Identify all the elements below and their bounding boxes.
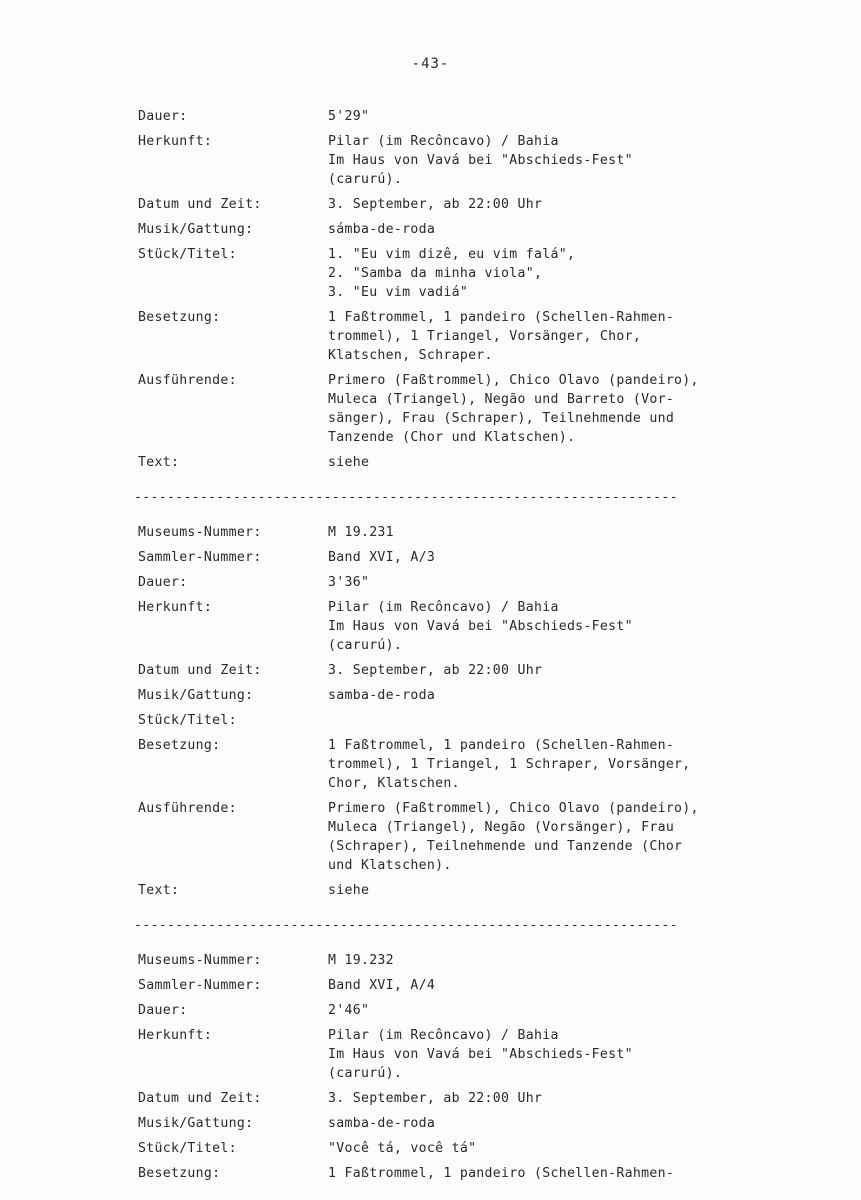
field-value-line: samba-de-roda — [328, 688, 436, 703]
field-label: Museums-Nummer: — [138, 525, 262, 540]
field-row — [138, 523, 828, 542]
field-value-line: trommel), 1 Triangel, Vorsänger, Chor, — [328, 329, 642, 344]
field-row — [138, 976, 828, 995]
field-value-line: Klatschen, Schraper. — [328, 348, 493, 363]
field-row — [138, 308, 828, 365]
field-value — [328, 1164, 828, 1183]
field-value — [328, 245, 828, 302]
field-row — [138, 1026, 828, 1083]
field-value-line: Pilar (im Recôncavo) / Bahia — [328, 1028, 559, 1043]
field-value — [328, 371, 828, 447]
field-value — [328, 799, 828, 875]
field-value-line: 2. "Samba da minha viola", — [328, 266, 543, 281]
field-row — [138, 686, 828, 705]
field-row — [138, 881, 828, 900]
field-value-line: siehe — [328, 883, 370, 898]
field-value-line: 3'36" — [328, 575, 370, 590]
field-label: Museums-Nummer: — [138, 953, 262, 968]
entry-separator: ------------------------------------------------------------------ — [134, 490, 678, 505]
field-label: Herkunft: — [138, 1028, 213, 1043]
field-value — [328, 686, 828, 705]
field-label: Ausführende: — [138, 373, 237, 388]
field-label: Stück/Titel: — [138, 1141, 237, 1156]
field-row — [138, 132, 828, 189]
field-value-line: 3. September, ab 22:00 Uhr — [328, 1091, 543, 1106]
field-row — [138, 107, 828, 126]
field-row — [138, 548, 828, 567]
field-label: Besetzung: — [138, 310, 221, 325]
field-value — [328, 951, 828, 970]
catalog-entry — [138, 951, 828, 1183]
catalog-entry — [138, 523, 828, 900]
field-value-line — [328, 711, 828, 730]
field-value-line: Band XVI, A/4 — [328, 978, 436, 993]
field-value-line: trommel), 1 Triangel, 1 Schraper, Vorsänger, — [328, 757, 691, 772]
field-value-line: Im Haus von Vavá bei "Abschieds-Fest" — [328, 1047, 633, 1062]
field-label: Stück/Titel: — [138, 247, 237, 262]
field-value — [328, 220, 828, 239]
field-value-line: Pilar (im Recôncavo) / Bahia — [328, 134, 559, 149]
field-value — [328, 1001, 828, 1020]
field-value-line: Muleca (Triangel), Negão und Barreto (Vor- — [328, 392, 675, 407]
field-label: Text: — [138, 883, 180, 898]
field-value — [328, 976, 828, 995]
field-value-line: Primero (Faßtrommel), Chico Olavo (pandeiro), — [328, 373, 699, 388]
field-label: Dauer: — [138, 1003, 188, 1018]
field-value — [328, 711, 828, 730]
field-label: Herkunft: — [138, 134, 213, 149]
field-value — [328, 523, 828, 542]
field-row — [138, 598, 828, 655]
field-label: Stück/Titel: — [138, 713, 237, 728]
field-row — [138, 1001, 828, 1020]
field-value — [328, 453, 828, 472]
field-row — [138, 661, 828, 680]
field-value-line: 1. "Eu vim dizê, eu vim falá", — [328, 247, 576, 262]
field-value — [328, 107, 828, 126]
field-value — [328, 1139, 828, 1158]
field-label: Musik/Gattung: — [138, 222, 254, 237]
field-label: Musik/Gattung: — [138, 688, 254, 703]
field-label: Dauer: — [138, 575, 188, 590]
field-value-line: (carurú). — [328, 1066, 403, 1081]
field-value-line: sámba-de-roda — [328, 222, 436, 237]
field-row — [138, 245, 828, 302]
field-value-line: Im Haus von Vavá bei "Abschieds-Fest" — [328, 153, 633, 168]
field-value-line: sänger), Frau (Schraper), Teilnehmende und — [328, 411, 675, 426]
field-value-line: 1 Faßtrommel, 1 pandeiro (Schellen-Rahmen- — [328, 310, 675, 325]
field-value-line: und Klatschen). — [328, 858, 452, 873]
field-row — [138, 1139, 828, 1158]
field-value-line: M 19.232 — [328, 953, 394, 968]
field-row — [138, 371, 828, 447]
field-label: Musik/Gattung: — [138, 1116, 254, 1131]
field-label: Ausführende: — [138, 801, 237, 816]
field-row — [138, 573, 828, 592]
field-row — [138, 711, 828, 730]
field-label: Herkunft: — [138, 600, 213, 615]
field-value — [328, 661, 828, 680]
field-value — [328, 881, 828, 900]
field-value-line: siehe — [328, 455, 370, 470]
field-value — [328, 598, 828, 655]
field-value — [328, 308, 828, 365]
field-row — [138, 1164, 828, 1183]
field-label: Sammler-Nummer: — [138, 550, 262, 565]
field-value-line: Chor, Klatschen. — [328, 776, 460, 791]
field-value-line: 2'46" — [328, 1003, 370, 1018]
field-row — [138, 195, 828, 214]
field-value — [328, 736, 828, 793]
field-label: Besetzung: — [138, 738, 221, 753]
field-label: Datum und Zeit: — [138, 197, 262, 212]
field-value — [328, 1114, 828, 1133]
field-row — [138, 1089, 828, 1108]
field-value-line: (carurú). — [328, 638, 403, 653]
field-value-line: (Schraper), Teilnehmende und Tanzende (Chor — [328, 839, 683, 854]
field-row — [138, 736, 828, 793]
field-value — [328, 1089, 828, 1108]
field-value — [328, 548, 828, 567]
field-value — [328, 132, 828, 189]
field-value-line: 3. "Eu vim vadiá" — [328, 285, 469, 300]
catalog-entry — [138, 107, 828, 472]
field-value-line: 5'29" — [328, 109, 370, 124]
field-value-line: Im Haus von Vavá bei "Abschieds-Fest" — [328, 619, 633, 634]
field-label: Besetzung: — [138, 1166, 221, 1181]
page-number: -43- — [411, 56, 450, 72]
field-value-line: Pilar (im Recôncavo) / Bahia — [328, 600, 559, 615]
field-value-line: 3. September, ab 22:00 Uhr — [328, 197, 543, 212]
field-value-line: Tanzende (Chor und Klatschen). — [328, 430, 576, 445]
field-label: Datum und Zeit: — [138, 1091, 262, 1106]
field-row — [138, 453, 828, 472]
field-label: Datum und Zeit: — [138, 663, 262, 678]
field-label: Text: — [138, 455, 180, 470]
field-value-line: 1 Faßtrommel, 1 pandeiro (Schellen-Rahmen- — [328, 738, 675, 753]
field-label: Sammler-Nummer: — [138, 978, 262, 993]
field-value-line: Muleca (Triangel), Negão (Vorsänger), Frau — [328, 820, 675, 835]
catalog-content — [134, 107, 828, 1189]
field-value-line: "Você tá, você tá" — [328, 1141, 477, 1156]
field-value-line: Primero (Faßtrommel), Chico Olavo (pandeiro), — [328, 801, 699, 816]
field-row — [138, 799, 828, 875]
field-value-line: Band XVI, A/3 — [328, 550, 436, 565]
field-label: Dauer: — [138, 109, 188, 124]
field-value — [328, 573, 828, 592]
field-value-line: M 19.231 — [328, 525, 394, 540]
field-row — [138, 1114, 828, 1133]
field-value — [328, 1026, 828, 1083]
field-value-line: 1 Faßtrommel, 1 pandeiro (Schellen-Rahmen- — [328, 1166, 675, 1181]
field-row — [138, 951, 828, 970]
field-value-line: 3. September, ab 22:00 Uhr — [328, 663, 543, 678]
field-value — [328, 195, 828, 214]
field-row — [138, 220, 828, 239]
entry-separator: ------------------------------------------------------------------ — [134, 918, 678, 933]
field-value-line: (carurú). — [328, 172, 403, 187]
field-value-line: samba-de-roda — [328, 1116, 436, 1131]
